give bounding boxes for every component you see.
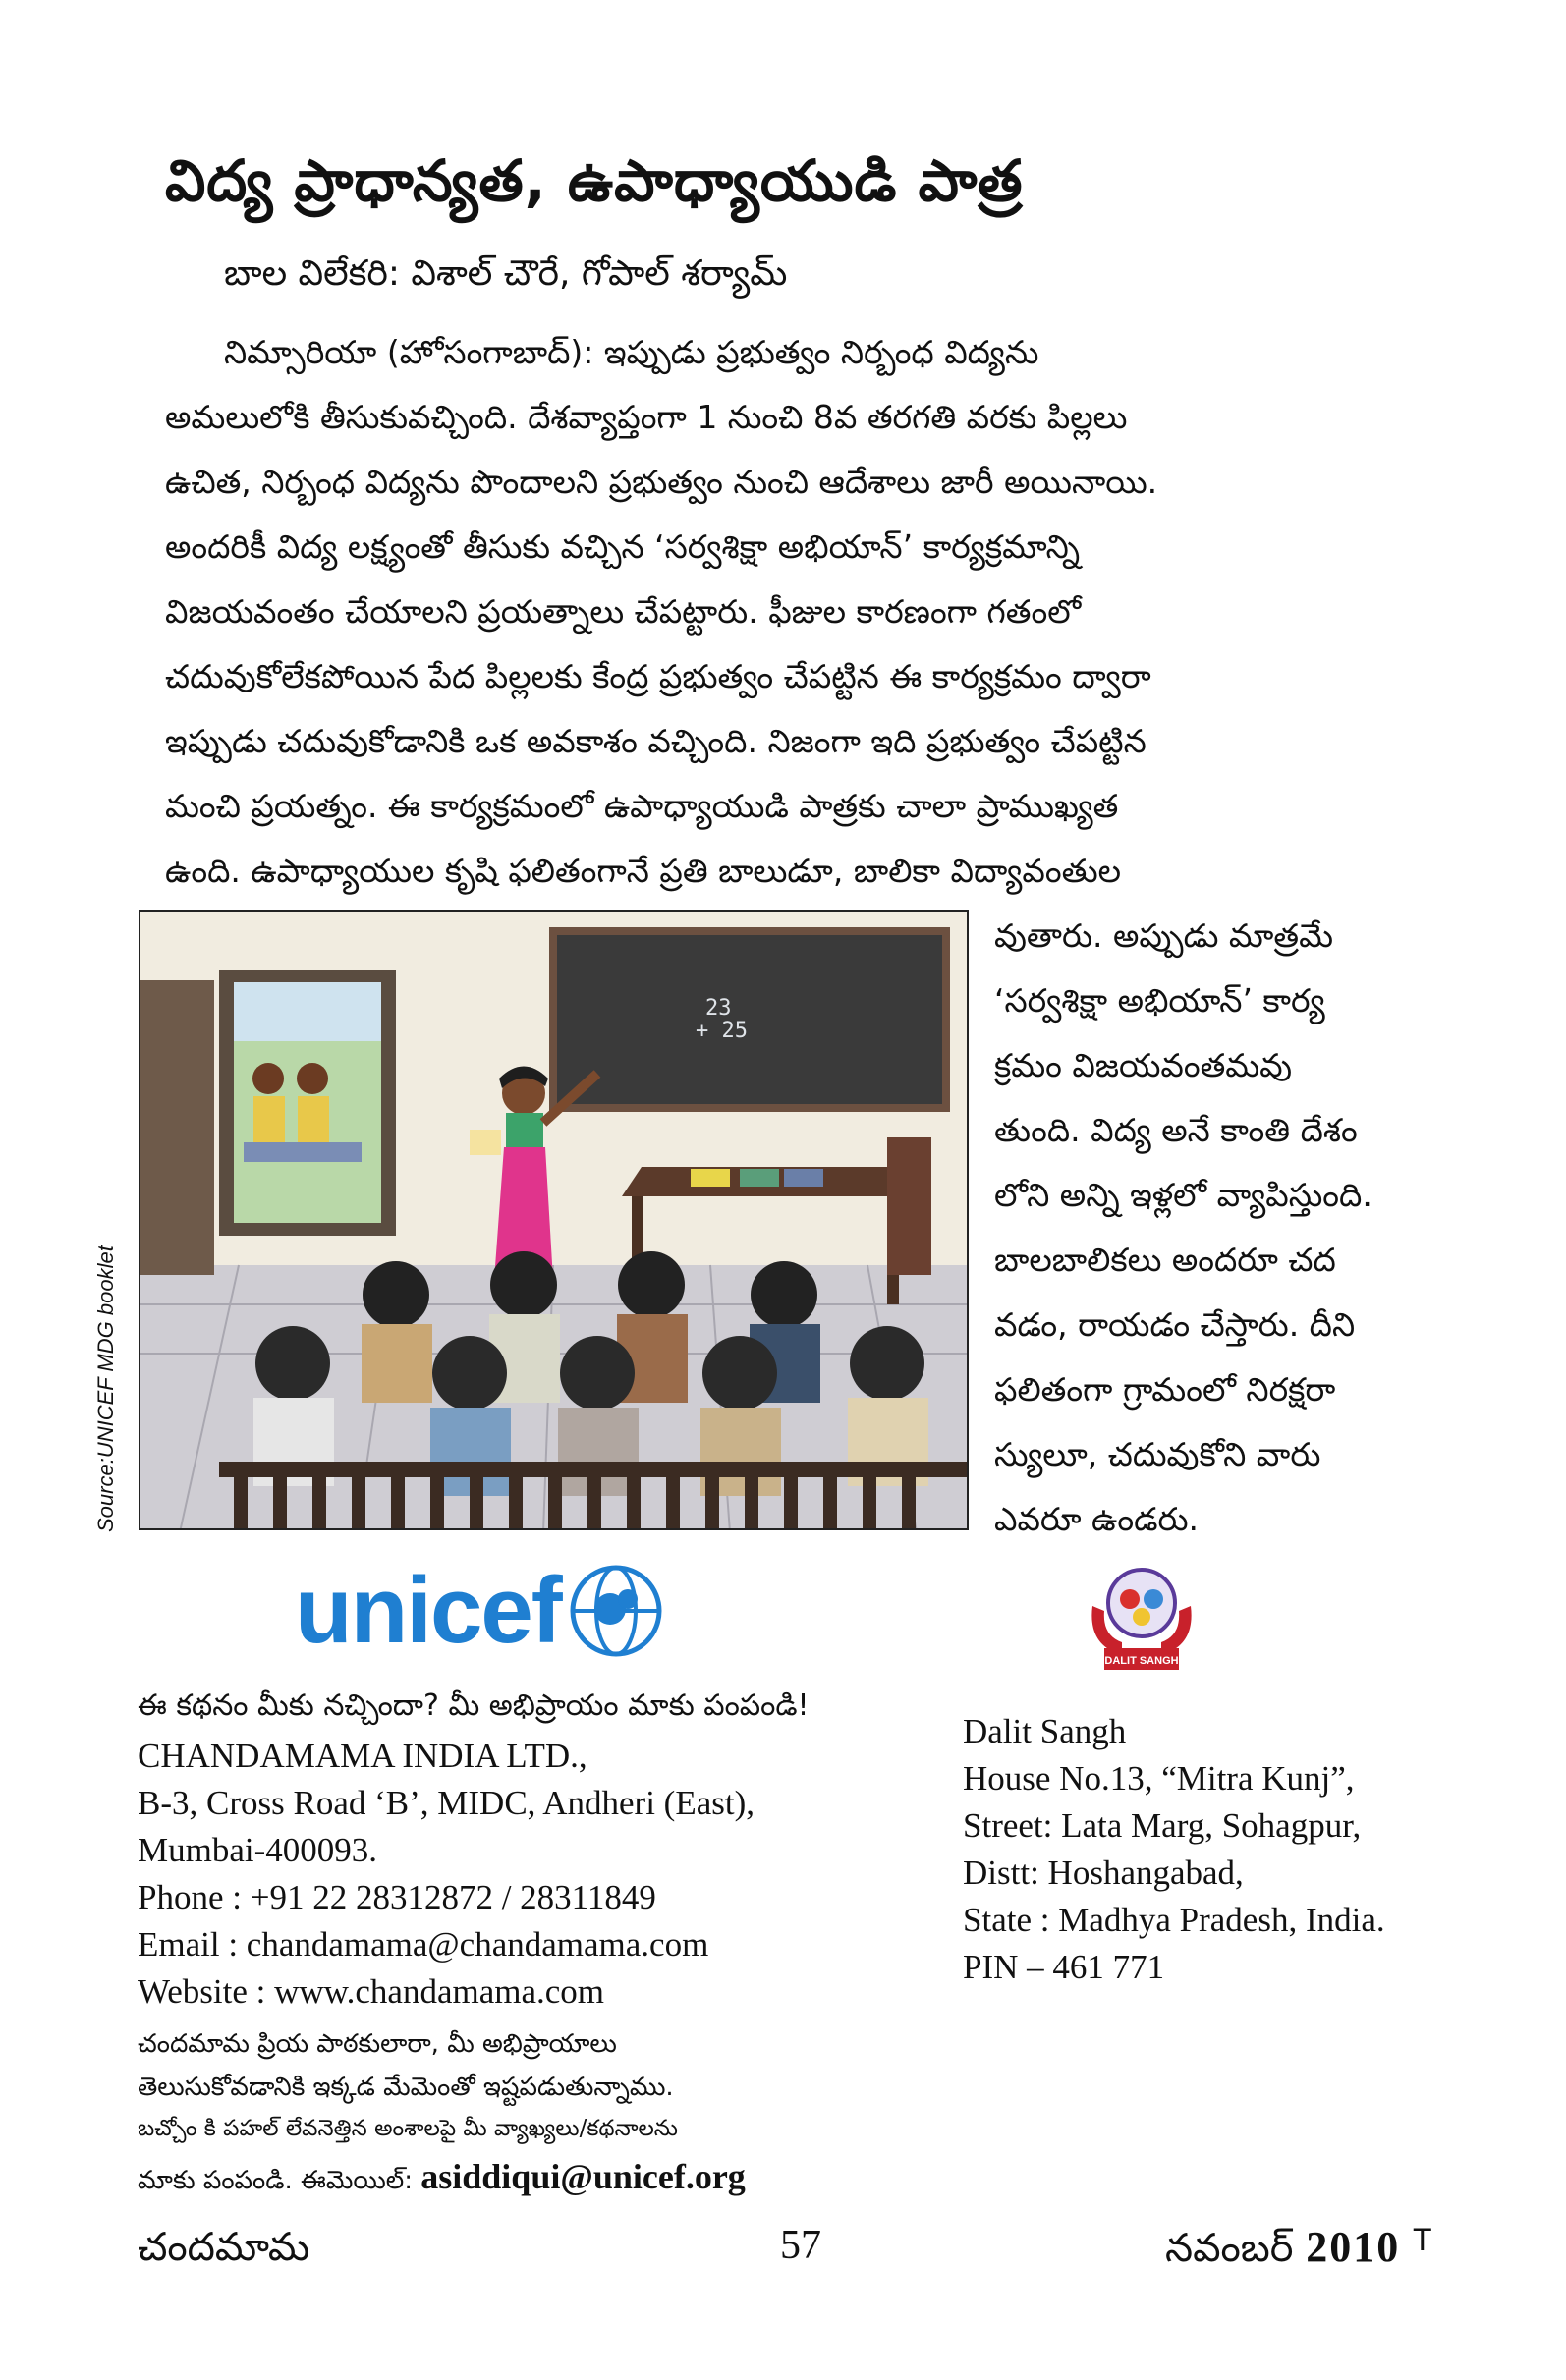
dalit-sangh-address-line: State : Madhya Pradesh, India. (963, 1901, 1385, 1939)
dalit-sangh-address-line: PIN – 461 771 (963, 1948, 1165, 1986)
contact-line: Website : www.chandamama.com (138, 1972, 605, 2011)
classroom-illustration (139, 910, 969, 1530)
body-line: అందరికీ విద్య లక్ష్యంతో తీసుకు వచ్చిన ‘సర్వశిక్షా అభియాన్’ కార్యక్రమాన్ని (165, 527, 1080, 566)
dalit-sangh-address-line: Distt: Hoshangabad, (963, 1854, 1244, 1892)
blackboard-number: + 25 (696, 1019, 748, 1043)
contact-line: CHANDAMAMA INDIA LTD., (138, 1737, 587, 1775)
body-line: ఫలితంగా గ్రామంలో నిరక్షరా (994, 1370, 1336, 1409)
issue-date (1165, 2222, 1432, 2281)
body-line: ఉచిత, నిర్బంధ విద్యను పొందాలని ప్రభుత్వం నుంచి ఆదేశాలు జారీ అయినాయి. (165, 463, 1158, 501)
reader-note-line: మాకు పంపండి. ఈమెయిల్: (138, 2166, 413, 2195)
body-line: బాలబాలికలు అందరూ చద (994, 1241, 1336, 1279)
dalit-sangh-address-line: Street: Lata Marg, Sohagpur, (963, 1806, 1362, 1845)
body-line: ‘సర్వశిక్షా అభియాన్’ కార్య (994, 981, 1325, 1020)
article-title: విద్య ప్రాధాన్యత, ఉపాధ్యాయుడి పాత్ర (165, 147, 1024, 214)
body-line: ఉంది. ఉపాధ్యాయుల కృషి ఫలితంగానే ప్రతి బాలుడూ, బాలికా విద్యావంతుల (165, 852, 1122, 890)
dalit-sangh-logo (1083, 1562, 1201, 1678)
body-line: వడం, రాయడం చేస్తారు. దీని (994, 1305, 1356, 1344)
dalit-sangh-emblem-icon (1083, 1562, 1201, 1678)
contact-line: Email : chandamama@chandamama.com (138, 1925, 709, 1964)
dalit-sangh-logo-text: DALIT SANGH (1104, 1655, 1179, 1667)
reader-note-line: చందమామ ప్రియ పాఠకులారా, మీ అభిప్రాయాలు (138, 2029, 617, 2059)
contact-line: B-3, Cross Road ‘B’, MIDC, Andheri (East), (138, 1784, 755, 1822)
body-line: విజయవంతం చేయాలని ప్రయత్నాలు చేపట్టారు. ఫీజుల కారణంగా గతంలో (165, 592, 1082, 631)
contact-email: asiddiqui@unicef.org (420, 2157, 746, 2196)
unicef-logo-text: unicef (295, 1558, 561, 1663)
article-byline: బాల విలేకరి: విశాల్ చౌరే, గోపాల్ శర్యామ్ (224, 253, 788, 294)
body-line: తుంది. విద్య అనే కాంతి దేశం (994, 1111, 1358, 1149)
corner-mark: T (1412, 2222, 1432, 2257)
feedback-prompt: ఈ కథనం మీకు నచ్చిందా? మీ అభిప్రాయం మాకు పంపండి! (138, 1688, 810, 1723)
body-line: లోని అన్ని ఇళ్లలో వ్యాపిస్తుంది. (994, 1176, 1372, 1214)
body-line: క్రమం విజయవంతమవు (994, 1046, 1293, 1084)
blackboard-number: 23 (705, 996, 732, 1021)
body-line: అమలులోకి తీసుకువచ్చింది. దేశవ్యాప్తంగా 1 నుంచి 8వ తరగతి వరకు పిల్లలు (165, 398, 1128, 436)
reader-note-line: బచ్చోం కి పహల్ లేవనెత్తిన అంశాలపై మీ వ్యాఖ్యలు/కథనాలను (138, 2116, 678, 2141)
issue-year: 2010 (1306, 2223, 1401, 2271)
contact-line: Mumbai-400093. (138, 1831, 378, 1869)
reader-note-email-line (138, 2159, 746, 2194)
dalit-sangh-address-line: House No.13, “Mitra Kunj”, (963, 1759, 1355, 1798)
body-line: ఎవరూ ఉండరు. (994, 1500, 1199, 1538)
page-number: 57 (780, 2223, 821, 2268)
body-line: స్యులూ, చదువుకోని వారు (994, 1435, 1321, 1473)
globe-emblem-icon (567, 1562, 665, 1660)
body-line: వుతారు. అప్పుడు మాత్రమే (994, 916, 1334, 955)
dalit-sangh-address-line: Dalit Sangh (963, 1712, 1127, 1750)
body-line: ఇప్పుడు చదువుకోడానికి ఒక అవకాశం వచ్చింది. నిజంగా ఇది ప్రభుత్వం చేపట్టిన (165, 722, 1147, 760)
issue-month: నవంబర్ (1165, 2226, 1294, 2271)
blackboard (553, 931, 946, 1108)
image-source-credit: Source:UNICEF MDG booklet (93, 1245, 118, 1532)
reader-note-line: తెలుసుకోవడానికి ఇక్కడ మేమెంతో ఇష్టపడుతున్నాము. (138, 2073, 674, 2102)
body-line: నిమ్సారియా (హోసంగాబాద్): ఇప్పుడు ప్రభుత్వం నిర్బంధ విద్యను (224, 333, 1039, 371)
unicef-logo (295, 1557, 665, 1665)
body-line: మంచి ప్రయత్నం. ఈ కార్యక్రమంలో ఉపాధ్యాయుడి పాత్రకు చాలా ప్రాముఖ్యత (165, 787, 1119, 825)
classroom-scene (140, 912, 969, 1530)
contact-line: Phone : +91 22 28312872 / 28311849 (138, 1878, 656, 1916)
body-line: చదువుకోలేకపోయిన పేద పిల్లలకు కేంద్ర ప్రభుత్వం చేపట్టిన ఈ కార్యక్రమం ద్వారా (165, 657, 1151, 695)
magazine-name: చందమామ (138, 2225, 310, 2270)
door (140, 980, 214, 1275)
